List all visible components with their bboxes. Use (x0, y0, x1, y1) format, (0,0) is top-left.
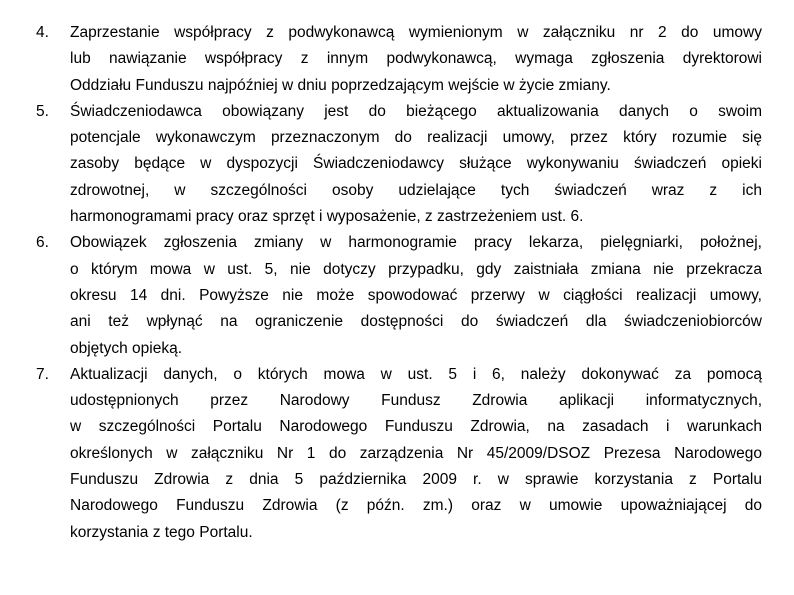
list-item (36, 362, 762, 546)
text-line: Funduszu Zdrowia z dnia 5 października 2009 r. w sprawie korzystania z Portalu (70, 471, 762, 489)
item-number: 6. (36, 234, 49, 252)
text-line: określonych w załączniku Nr 1 do zarządzenia Nr 45/2009/DSOZ Prezesa Narodowego (70, 444, 762, 462)
text-line: lub nawiązanie współpracy z innym podwykonawcą, wymaga zgłoszenia dyrektorowi (70, 50, 762, 68)
item-number: 4. (36, 24, 49, 41)
text-line: Obowiązek zgłoszenia zmiany w harmonogramie pracy lekarza, pielęgniarki, położnej, (70, 234, 762, 252)
list-item (36, 20, 762, 99)
paragraph (70, 20, 762, 99)
text-line: udostępnionych przez Narodowy Fundusz Zdrowia aplikacji informatycznych, (70, 392, 762, 410)
text-line: w szczególności Portalu Narodowego Funduszu Zdrowia, na zasadach i warunkach (70, 418, 762, 436)
document-body (36, 20, 762, 546)
paragraph (70, 362, 762, 546)
text-line: zasoby będące w dyspozycji Świadczeniodawcy służące wykonywaniu świadczeń opieki (70, 155, 762, 173)
text-line: objętych opieką. (70, 339, 183, 357)
text-line: o którym mowa w ust. 5, nie dotyczy przypadku, gdy zaistniała zmiana nie przekracza (70, 260, 762, 278)
list-item (36, 99, 762, 230)
text-line: Aktualizacji danych, o których mowa w ust. 5 i 6, należy dokonywać za pomocą (70, 365, 762, 383)
item-number: 5. (36, 102, 49, 120)
text-line: korzystania z tego Portalu. (70, 523, 253, 541)
text-line: potencjale wykonawczym przeznaczonym do realizacji umowy, przez który rozumie się (70, 129, 762, 147)
text-line: Zaprzestanie współpracy z podwykonawcą wymienionym w załączniku nr 2 do umowy (70, 24, 762, 41)
paragraph (70, 99, 762, 230)
text-line: ani też wpłynąć na ograniczenie dostępności do świadczeń dla świadczeniobiorców (70, 313, 762, 331)
item-number: 7. (36, 365, 49, 383)
text-line: zdrowotnej, w szczególności osoby udzielające tych świadczeń wraz z ich (70, 181, 762, 199)
list-item (36, 230, 762, 361)
text-line: Oddziału Funduszu najpóźniej w dniu poprzedzającym wejście w życie zmiany. (70, 76, 611, 94)
paragraph (70, 230, 762, 361)
text-line: Narodowego Funduszu Zdrowia (z późn. zm.) oraz w umowie upoważniającej do (70, 497, 762, 515)
text-line: harmonogramami pracy oraz sprzęt i wyposażenie, z zastrzeżeniem ust. 6. (70, 208, 584, 226)
text-line: okresu 14 dni. Powyższe nie może spowodować przerwy w ciągłości realizacji umowy, (70, 286, 762, 304)
text-line: Świadczeniodawca obowiązany jest do bieżącego aktualizowania danych o swoim (70, 102, 762, 120)
